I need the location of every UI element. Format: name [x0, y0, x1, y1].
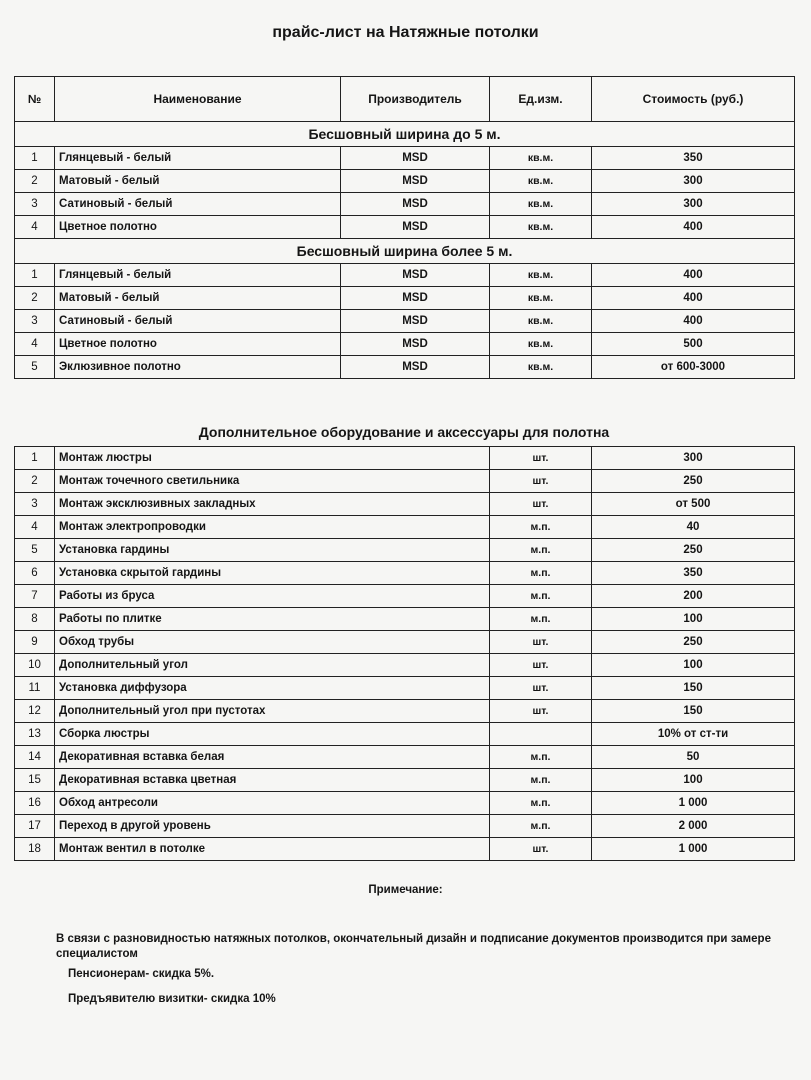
price: 1 000: [592, 792, 795, 815]
manufacturer: MSD: [341, 310, 490, 333]
unit: шт.: [490, 838, 592, 861]
header-num: №: [15, 77, 55, 122]
row-number: 11: [15, 677, 55, 700]
table-row: [15, 516, 795, 539]
accessories-table: [14, 446, 795, 861]
row-number: 12: [15, 700, 55, 723]
row-number: 4: [15, 216, 55, 239]
table-row: [15, 356, 795, 379]
row-number: 1: [15, 447, 55, 470]
row-number: 17: [15, 815, 55, 838]
note-line-2: Пенсионерам- скидка 5%.: [68, 968, 215, 980]
price: 250: [592, 631, 795, 654]
price: 150: [592, 677, 795, 700]
price: 300: [592, 170, 795, 193]
unit: м.п.: [490, 746, 592, 769]
row-number: 1: [15, 264, 55, 287]
price: 350: [592, 562, 795, 585]
price: 10% от ст-ти: [592, 723, 795, 746]
row-number: 3: [15, 493, 55, 516]
header-name: Наименование: [55, 77, 341, 122]
price: 100: [592, 608, 795, 631]
product-name: Матовый - белый: [55, 170, 341, 193]
manufacturer: MSD: [341, 356, 490, 379]
table-row: [15, 585, 795, 608]
unit: кв.м.: [490, 193, 592, 216]
service-name: Установка гардины: [55, 539, 490, 562]
product-name: Сатиновый - белый: [55, 193, 341, 216]
product-name: Цветное полотно: [55, 216, 341, 239]
header-unit: Ед.изм.: [490, 77, 592, 122]
service-name: Дополнительный угол: [55, 654, 490, 677]
row-number: 5: [15, 356, 55, 379]
note-line-3: Предъявителю визитки- скидка 10%: [68, 993, 276, 1005]
unit: шт.: [490, 470, 592, 493]
note-line-1: В связи с разновидностью натяжных потолков, окончательный дизайн и подписание документов производится при замере специалистом: [56, 933, 771, 960]
unit: шт.: [490, 447, 592, 470]
table-row: [15, 792, 795, 815]
unit: кв.м.: [490, 356, 592, 379]
service-name: Монтаж эксклюзивных закладных: [55, 493, 490, 516]
table-row: [15, 746, 795, 769]
table-row: [15, 769, 795, 792]
unit: кв.м.: [490, 147, 592, 170]
price: 400: [592, 287, 795, 310]
row-number: 10: [15, 654, 55, 677]
product-name: Эклюзивное полотно: [55, 356, 341, 379]
manufacturer: MSD: [341, 216, 490, 239]
section-title: Бесшовный ширина более 5 м.: [15, 239, 795, 264]
table-row: [15, 700, 795, 723]
section-title: Бесшовный ширина до 5 м.: [15, 122, 795, 147]
row-number: 2: [15, 170, 55, 193]
price: 50: [592, 746, 795, 769]
section-row-width-under-5m: [15, 122, 795, 147]
service-name: Работы из бруса: [55, 585, 490, 608]
table-row: [15, 815, 795, 838]
product-name: Сатиновый - белый: [55, 310, 341, 333]
service-name: Декоративная вставка цветная: [55, 769, 490, 792]
price: 400: [592, 264, 795, 287]
table-row: [15, 333, 795, 356]
row-number: 2: [15, 470, 55, 493]
row-number: 4: [15, 516, 55, 539]
product-name: Матовый - белый: [55, 287, 341, 310]
service-name: Работы по плитке: [55, 608, 490, 631]
unit: шт.: [490, 631, 592, 654]
manufacturer: MSD: [341, 193, 490, 216]
price: 250: [592, 470, 795, 493]
table-row: [15, 562, 795, 585]
unit: м.п.: [490, 562, 592, 585]
table-row: [15, 310, 795, 333]
service-name: Монтаж люстры: [55, 447, 490, 470]
row-number: 16: [15, 792, 55, 815]
manufacturer: MSD: [341, 264, 490, 287]
table-row: [15, 216, 795, 239]
price: 40: [592, 516, 795, 539]
unit: шт.: [490, 654, 592, 677]
manufacturer: MSD: [341, 333, 490, 356]
unit: кв.м.: [490, 333, 592, 356]
unit: м.п.: [490, 539, 592, 562]
table-row: [15, 838, 795, 861]
row-number: 5: [15, 539, 55, 562]
price: 100: [592, 654, 795, 677]
product-name: Глянцевый - белый: [55, 147, 341, 170]
service-name: Декоративная вставка белая: [55, 746, 490, 769]
accessories-section-title: Дополнительное оборудование и аксессуары для полотна: [198, 424, 610, 440]
row-number: 1: [15, 147, 55, 170]
table-row: [15, 654, 795, 677]
table-row: [15, 147, 795, 170]
unit: м.п.: [490, 585, 592, 608]
row-number: 9: [15, 631, 55, 654]
header-price: Стоимость (руб.): [592, 77, 795, 122]
service-name: Обход трубы: [55, 631, 490, 654]
section-row-width-over-5m: [15, 239, 795, 264]
manufacturer: MSD: [341, 287, 490, 310]
price: 350: [592, 147, 795, 170]
main-price-table: [14, 76, 795, 379]
unit: м.п.: [490, 769, 592, 792]
row-number: 8: [15, 608, 55, 631]
manufacturer: MSD: [341, 147, 490, 170]
unit: м.п.: [490, 792, 592, 815]
table-row: [15, 723, 795, 746]
price: 200: [592, 585, 795, 608]
row-number: 4: [15, 333, 55, 356]
table-row: [15, 264, 795, 287]
unit: кв.м.: [490, 170, 592, 193]
table-row: [15, 539, 795, 562]
unit: м.п.: [490, 608, 592, 631]
header-manufacturer: Производитель: [341, 77, 490, 122]
service-name: Монтаж вентил в потолке: [55, 838, 490, 861]
row-number: 7: [15, 585, 55, 608]
price: 300: [592, 193, 795, 216]
table-row: [15, 631, 795, 654]
row-number: 14: [15, 746, 55, 769]
table-row: [15, 287, 795, 310]
table-row: [15, 170, 795, 193]
service-name: Обход антресоли: [55, 792, 490, 815]
price: 250: [592, 539, 795, 562]
row-number: 6: [15, 562, 55, 585]
row-number: 3: [15, 193, 55, 216]
unit: [490, 723, 592, 746]
unit: кв.м.: [490, 216, 592, 239]
product-name: Цветное полотно: [55, 333, 341, 356]
service-name: Монтаж электропроводки: [55, 516, 490, 539]
row-number: 2: [15, 287, 55, 310]
service-name: Дополнительный угол при пустотах: [55, 700, 490, 723]
table-header-row: [15, 77, 795, 122]
service-name: Монтаж точечного светильника: [55, 470, 490, 493]
product-name: Глянцевый - белый: [55, 264, 341, 287]
manufacturer: MSD: [341, 170, 490, 193]
table-row: [15, 608, 795, 631]
unit: кв.м.: [490, 310, 592, 333]
price: 500: [592, 333, 795, 356]
table-row: [15, 470, 795, 493]
notes-heading: Примечание:: [368, 884, 443, 896]
row-number: 15: [15, 769, 55, 792]
price: 400: [592, 216, 795, 239]
service-name: Установка диффузора: [55, 677, 490, 700]
row-number: 3: [15, 310, 55, 333]
price: 400: [592, 310, 795, 333]
unit: шт.: [490, 493, 592, 516]
price: 1 000: [592, 838, 795, 861]
price: 150: [592, 700, 795, 723]
table-row: [15, 193, 795, 216]
unit: кв.м.: [490, 264, 592, 287]
price: от 600-3000: [592, 356, 795, 379]
row-number: 13: [15, 723, 55, 746]
price: от 500: [592, 493, 795, 516]
table-row: [15, 677, 795, 700]
service-name: Переход в другой уровень: [55, 815, 490, 838]
document-title: прайс-лист на Натяжные потолки: [272, 24, 539, 41]
table-row: [15, 447, 795, 470]
unit: м.п.: [490, 516, 592, 539]
price: 300: [592, 447, 795, 470]
row-number: 18: [15, 838, 55, 861]
unit: шт.: [490, 700, 592, 723]
table-row: [15, 493, 795, 516]
price: 100: [592, 769, 795, 792]
unit: шт.: [490, 677, 592, 700]
service-name: Сборка люстры: [55, 723, 490, 746]
service-name: Установка скрытой гардины: [55, 562, 490, 585]
unit: кв.м.: [490, 287, 592, 310]
price: 2 000: [592, 815, 795, 838]
unit: м.п.: [490, 815, 592, 838]
